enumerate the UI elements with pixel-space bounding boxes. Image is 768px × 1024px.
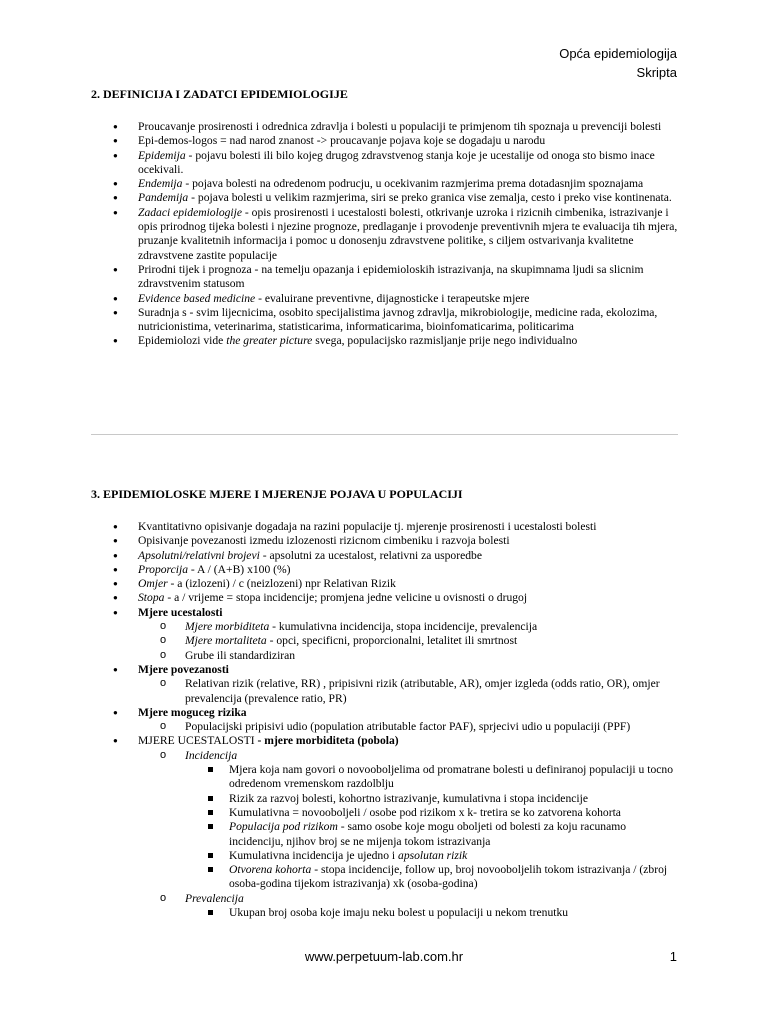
list-item xyxy=(91,706,678,735)
subheading: MJERE UCESTALOSTI xyxy=(138,734,255,748)
sub-list xyxy=(138,749,678,921)
list-item: ● Epi-demos-logos = nad narod znanost -> proucavanje pojava koje se dogadaju u narodu xyxy=(91,134,678,148)
sub-list xyxy=(138,720,678,734)
term: Incidencija xyxy=(185,748,238,762)
subheading: Mjere ucestalosti xyxy=(138,605,223,619)
term: Omjer xyxy=(138,577,168,591)
term: Epidemija xyxy=(138,148,186,162)
sub-list-item: o Grube ili standardiziran xyxy=(138,649,678,663)
term: Proporcija xyxy=(138,562,189,576)
list-item: ● Epidemiolozi vide the greater picture svega, populacijsko razmisljanje prije nego individualno xyxy=(91,334,678,348)
sub-list-item-prevalencija xyxy=(138,892,678,921)
list-item xyxy=(91,734,678,920)
section-3-list xyxy=(91,520,678,920)
emphasis: the greater picture xyxy=(226,334,313,348)
page-header xyxy=(559,44,677,82)
header-course-title: Opća epidemiologija xyxy=(559,46,677,61)
term: Populacija pod rizikom xyxy=(229,820,338,834)
emphasis: apsolutan rizik xyxy=(398,848,468,862)
section-2-list xyxy=(91,120,678,349)
sub-sub-list-item: Populacija pod rizikom - samo osobe koje mogu oboljeti od bolesti za koju racunamo incidenciju, njihov broj se ne mijenja tokom istrazivanja xyxy=(185,820,678,849)
list-item: ● Omjer - a (izlozeni) / c (neizlozeni) npr Relativan Rizik xyxy=(91,577,678,591)
section-3 xyxy=(91,486,678,920)
sub-sub-list-item: Kumulativna = novooboljeli / osobe pod rizikom x k- tretira se ko zatvorena kohorta xyxy=(185,806,678,820)
section-3-title: 3. EPIDEMIOLOSKE MJERE I MJERENJE POJAVA U POPULACIJI xyxy=(91,487,463,501)
list-item: ● Zadaci epidemiologije - opis prosirenosti i ucestalosti bolesti, otkrivanje uzroka i rizicnih cimbenika, istrazivanje i opis prirodnog tijeka bolesti i njezine prognoze, predlaganje i provodenje preventivnih mjera te evaluacija tih mjera, pruzanje kvalitetnih informacija i pomoc u donosenju zdravstvene politike, s ciljem ostvarivanja kvalitetne zdravstvene zastite populacije xyxy=(91,206,678,263)
section-2-title: 2. DEFINICIJA I ZADATCI EPIDEMIOLOGIJE xyxy=(91,87,348,101)
term: Endemija xyxy=(138,177,183,191)
list-item: ● Proporcija - A / (A+B) x100 (%) xyxy=(91,563,678,577)
list-item: ● Prirodni tijek i prognoza - na temelju opazanja i epidemioloskih istrazivanja, na skupimnama ljudi sa slicnim zdravstvenim statusom xyxy=(91,263,678,292)
sub-sub-list xyxy=(185,763,678,892)
term: Stopa xyxy=(138,591,165,605)
sub-sub-list-item: Otvorena kohorta - stopa incidencije, follow up, broj novooboljelih tokom istrazivanja / (zbroj osoba-godina tijekom istrazivanja) xk (osoba-godina) xyxy=(185,863,678,892)
section-2 xyxy=(91,86,678,349)
sub-sub-list-item: Rizik za razvoj bolesti, kohortno istrazivanje, kumulativna i stopa incidencije xyxy=(185,792,678,806)
term: Pandemija xyxy=(138,191,189,205)
list-item: ● Pandemija - pojava bolesti u velikim razmjerima, siri se preko granica vise zemalja, cesto i preko vise kontinenata. xyxy=(91,191,678,205)
sub-sub-list-item: Mjera koja nam govori o novooboljelima od promatrane bolesti u definiranoj populaciji u tocno odredenom vremenskom razdolblju xyxy=(185,763,678,792)
header-doc-type: Skripta xyxy=(636,65,677,80)
list-item: ● Kvantitativno opisivanje dogadaja na razini populacije tj. mjerenje prosirenosti i ucestalosti bolesti xyxy=(91,520,678,534)
sub-list-item: o Relativan rizik (relative, RR) , pripisivni rizik (atributable, AR), omjer izgleda (odds ratio, OR), omjer prevalencija (prevalence ratio, PR) xyxy=(138,677,678,706)
list-item xyxy=(91,606,678,663)
sub-list xyxy=(138,620,678,663)
list-item: ● Endemija - pojava bolesti na odredenom podrucju, u ocekivanim razmjerima prema dotadasnjim spoznajama xyxy=(91,177,678,191)
list-item: ● Suradnja s - svim lijecnicima, osobito specijalistima javnog zdravlja, mikrobiologije, medicine rada, ekolozima, nutricionistima, veterinarima, statisticarima, informaticarima, bioinfomaticarima, politicarima xyxy=(91,306,678,335)
subheading: Mjere povezanosti xyxy=(138,662,229,676)
sub-list xyxy=(138,677,678,706)
term: Evidence based medicine xyxy=(138,291,256,305)
section-divider xyxy=(91,434,678,435)
subheading: Mjere moguceg rizika xyxy=(138,705,247,719)
sub-list-item: o Mjere morbiditeta - kumulativna incidencija, stopa incidencije, prevalencija xyxy=(138,620,678,634)
list-item: ● Proucavanje prosirenosti i odrednica zdravlja i bolesti u populaciji te primjenom tih spoznaja u prevenciji bolesti xyxy=(91,120,678,134)
term: Otvorena kohorta xyxy=(229,863,312,877)
term: Apsolutni/relativni brojevi xyxy=(138,548,260,562)
list-item: ● Apsolutni/relativni brojevi - apsolutni za ucestalost, relativni za usporedbe xyxy=(91,549,678,563)
sub-list-item: o Mjere mortaliteta - opci, specificni, proporcionalni, letalitet ili smrtnost xyxy=(138,634,678,648)
footer-url: www.perpetuum-lab.com.hr xyxy=(304,949,464,964)
sub-sub-list-item: Ukupan broj osoba koje imaju neku bolest u populaciji u nekom trenutku xyxy=(185,906,678,920)
subheading-suffix: - mjere morbiditeta (pobola) xyxy=(254,734,399,748)
sub-list-item-incidencija xyxy=(138,749,678,892)
list-item: ● Opisivanje povezanosti izmedu izlozenosti rizicnom cimbeniku i razvoja bolesti xyxy=(91,534,678,548)
list-item: ● Epidemija - pojavu bolesti ili bilo kojeg drugog zdravstvenog stanja koje je ucestalije od onoga sto bismo inace ocekivali. xyxy=(91,149,678,178)
page-number: 1 xyxy=(669,949,677,964)
sub-sub-list-item: Kumulativna incidencija je ujedno i apsolutan rizik xyxy=(185,849,678,863)
sub-sub-list xyxy=(185,906,678,920)
list-item: ● Evidence based medicine - evaluirane preventivne, dijagnosticke i terapeutske mjere xyxy=(91,292,678,306)
sub-list-item: o Populacijski pripisivi udio (population atributable factor PAF), sprjecivi udio u populaciji (PPF) xyxy=(138,720,678,734)
term: Prevalencija xyxy=(185,891,244,905)
term: Mjere morbiditeta xyxy=(185,620,270,634)
list-item: ● Stopa - a / vrijeme = stopa incidencije; promjena jedne velicine u ovisnosti o drugoj xyxy=(91,591,678,605)
term: Mjere mortaliteta xyxy=(185,634,267,648)
list-item xyxy=(91,663,678,706)
term: Zadaci epidemiologije xyxy=(138,205,243,219)
